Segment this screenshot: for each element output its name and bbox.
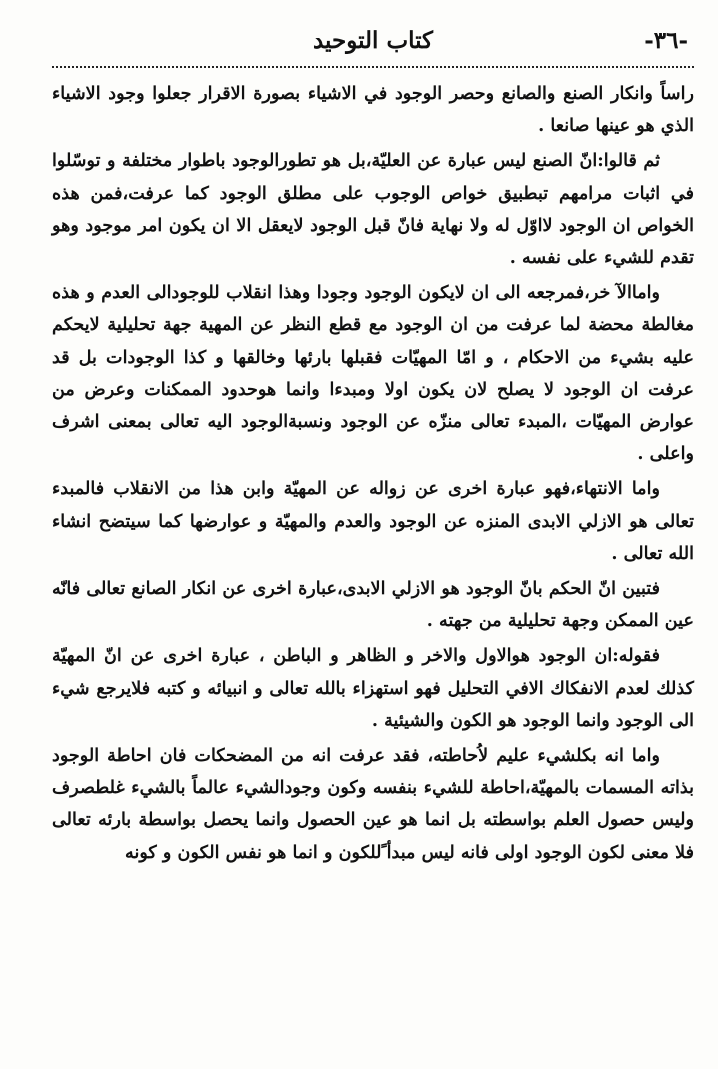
paragraph: واما انه بكلشيء عليم لاُحاطته، فقد عرفت انه من المضحكات فان احاطة الوجود بذاته المسمات بالمهيّة،احاطة للشيء بنفسه وكون وجودالشيء عالماً بالشيء غلطصرف وليس حصول العلم بواسطته بل انما هو عين الحصول وانما يحصل بواسطة بارئه تعالى فلا معنى لكون الوجود اولى فانه ليس مبدأ ًللكون و انما هو نفس الكون و كونه	[52, 745, 694, 863]
page-header	[52, 26, 694, 64]
paragraph: فقوله:ان الوجود هوالاول والاخر و الظاهر و الباطن ، عبارة اخرى عن انّ المهيّة كذلك لعدم الانفكاك الافي التحليل فهو استهزاء بالله تعالى و انبيائه و كتبه فلايرجع شيء الى الوجود وانما الوجود هو الكون والشيئية .	[52, 645, 694, 731]
book-title: كتاب التوحيد	[312, 27, 433, 54]
paragraph: فتبين انّ الحكم بانّ الوجود هو الازلي الابدى،عبارة اخرى عن انكار الصانع تعالى فانّه عين الممكن وجهة تحليلية من جهته .	[52, 578, 694, 632]
paragraph: راساً وانكار الصنع والصانع وحصر الوجود في الاشياء بصورة الاقرار جعلوا وجود الاشياء الذي هو عينها صانعا .	[52, 83, 694, 137]
paragraph: ثم قالوا:انّ الصنع ليس عبارة عن العليّة،بل هو تطورالوجود باطوار مختلفة و توسّلوا في اثبات مرامهم تبطبيق خواص الوجوب على مطلق الوجود كما عرفت،فمن هذه الخواص ان الوجود لااوّل له ولا نهاية فانّ قبل الوجود لايعقل الا ان يكون امر موجود وهو تقدم للشيء على نفسه .	[52, 150, 694, 269]
paragraph: واما الانتهاء،فهو عبارة اخرى عن زواله عن المهيّة وابن هذا من الانقلاب فالمبدء تعالى هو الازلي الابدى المنزه عن الوجود والعدم والمهيّة و عوارضها كما سيتضح انشاء الله تعالى .	[52, 478, 694, 564]
body-text	[52, 78, 694, 869]
header-divider	[52, 66, 694, 68]
page-number: -٣٦-	[644, 27, 688, 54]
paragraph: واماالآ خر،فمرجعه الى ان لايكون الوجود وجودا وهذا انقلاب للوجودالى العدم و هذه مغالطة محضة لما عرفت من ان الوجود مع قطع النظر عن المهية جهة تحليلية لايحكم عليه بشيء من الاحكام ، و امّا المهيّات فقبلها بارئها وخالقها و كذا الوجودات بل قد عرفت ان الوجود لا يصلح لان يكون اولا ومبدءا وانما هوحدود الممكنات وعرض من عوارض المهيّات ،المبدء تعالى منزّه عن الوجود ونسبةالوجود اليه تعالى بمعنى اشرف واعلى .	[52, 282, 694, 465]
document-page	[52, 26, 694, 1044]
